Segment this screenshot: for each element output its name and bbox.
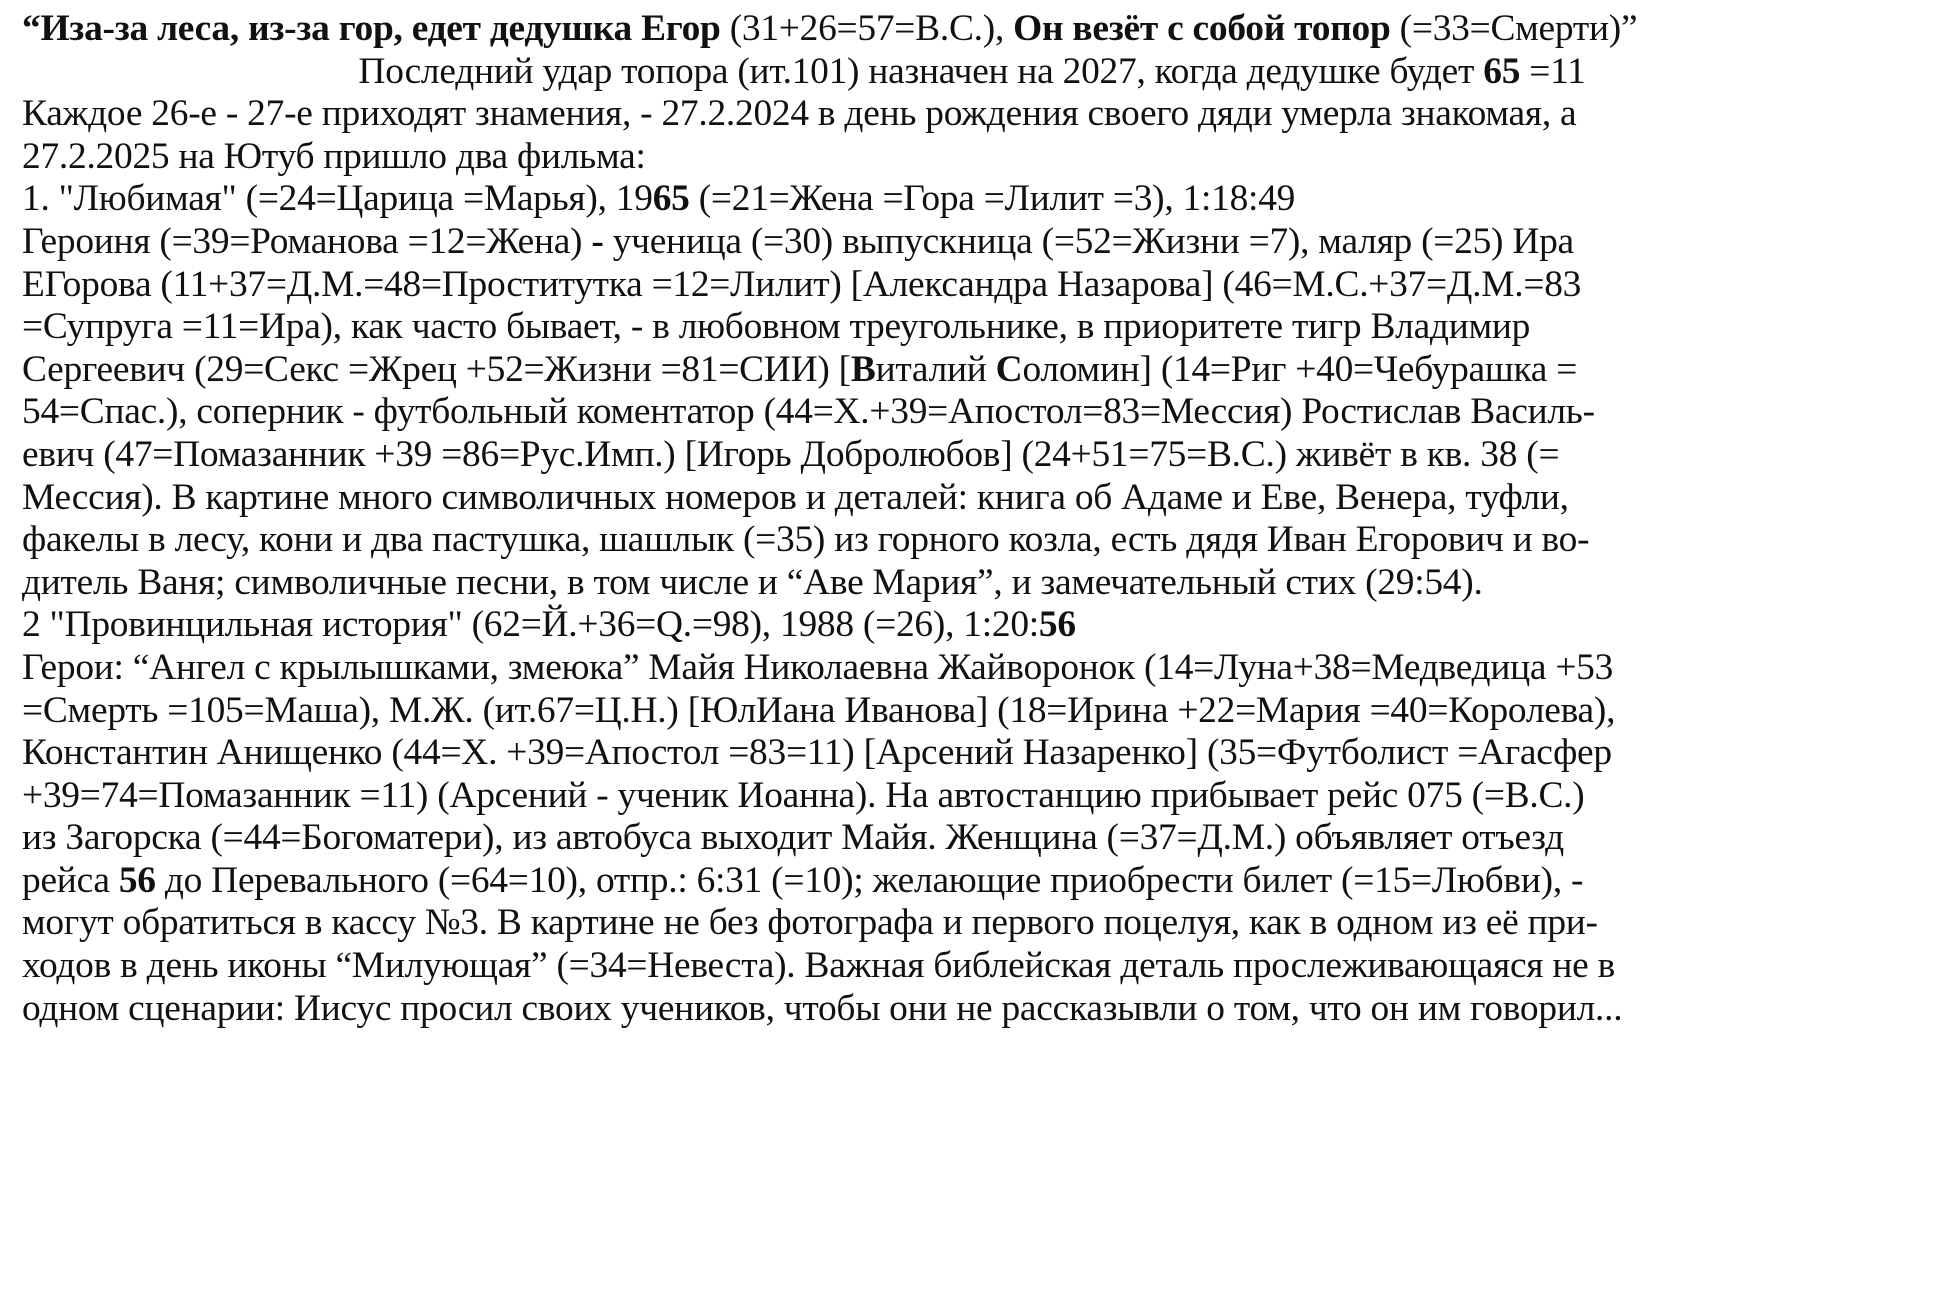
text-line <box>22 391 1922 434</box>
text-segment: факелы в лесу, кони и два пастушка, шашлык (=35) из горного козла, есть дядя Иван Егорович и во- <box>22 519 1590 561</box>
document-page <box>22 8 1927 1030</box>
text-segment: =Супруга =11=Ира), как часто бывает, - в любовном треугольнике, в приоритете тигр Владимир <box>22 306 1531 348</box>
text-segment: Константин Анищенко (44=Х. +39=Апостол =83=11) [Арсений Назаренко] (35=Футболист =Агасфер <box>22 732 1612 774</box>
text-segment: =Смерть =105=Маша), М.Ж. (ит.67=Ц.Н.) [ЮлИана Иванова] (18=Ирина +22=Мария =40=Королева), <box>22 689 1616 731</box>
text-segment: до Перевального (=64=10), отпр.: 6:31 (=10); желающие приобрести билет (=15=Любви), - <box>155 859 1584 901</box>
text-segment: дитель Ваня; символичные песни, в том числе и “Аве Мария”, и замечательный стих (29:54). <box>22 561 1483 603</box>
text-line <box>22 860 1922 903</box>
text-line <box>22 690 1922 733</box>
text-segment: (=21=Жена =Гора =Лилит =3), 1:18:49 <box>689 178 1296 220</box>
text-segment: Мессия). В картине много символичных номеров и деталей: книга об Адаме и Еве, Венера, туфли, <box>22 476 1569 518</box>
bold-text-segment: В <box>850 348 876 390</box>
text-segment: одном сценарии: Иисус просил своих учеников, чтобы они не рассказывли о том, что он им говорил... <box>22 987 1623 1029</box>
text-line <box>22 306 1922 349</box>
text-segment: Каждое 26-е - 27-е приходят знамения, - 27.2.2024 в день рождения своего дяди умерла знакомая, а <box>22 93 1577 135</box>
text-segment: Последний удар топора (ит.101) назначен на 2027, когда дедушке будет <box>358 50 1484 92</box>
text-segment: оломин] (14=Риг +40=Чебурашка = <box>1022 348 1578 390</box>
bold-text-segment: С <box>995 348 1023 390</box>
text-segment: Герои: “Ангел с крылышками, змеюка” Майя Николаевна Жайворонок (14=Луна+38=Медведица +53 <box>22 646 1614 688</box>
text-line <box>22 988 1922 1031</box>
text-line <box>22 221 1922 264</box>
bold-text-segment: 65 <box>652 178 690 220</box>
text-line <box>22 349 1922 392</box>
text-line <box>22 264 1922 307</box>
bold-text-segment: 65 <box>1483 50 1521 92</box>
bold-text-segment: “Иза-за леса, из-за гор, едет дедушка Егор <box>22 8 721 49</box>
text-segment: италий <box>875 348 996 390</box>
subtitle-line <box>22 51 1922 94</box>
bold-text-segment: 56 <box>1038 604 1076 646</box>
text-line <box>22 604 1922 647</box>
text-segment: евич (47=Помазанник +39 =86=Рус.Имп.) [Игорь Добролюбов] (24+51=75=В.С.) живёт в кв. 38 (= <box>22 433 1560 475</box>
text-line <box>22 477 1922 520</box>
text-line <box>22 562 1922 605</box>
bold-text-segment: Он везёт с собой топор <box>1013 8 1391 49</box>
text-line <box>22 647 1922 690</box>
text-line <box>22 817 1922 860</box>
text-line <box>22 136 1922 179</box>
text-line <box>22 902 1922 945</box>
text-segment: ЕГорова (11+37=Д.М.=48=Проститутка =12=Лилит) [Александра Назарова] (46=М.С.+37=Д.М.=83 <box>22 263 1582 305</box>
text-segment: могут обратиться в кассу №3. В картине не без фотографа и первого поцелуя, как в одном из её при- <box>22 902 1598 944</box>
text-line <box>22 775 1922 818</box>
text-segment: =11 <box>1520 50 1586 92</box>
text-segment: 1. "Любимая" (=24=Царица =Марья), 19 <box>22 178 653 220</box>
text-segment: ученица (=30) выпускница (=52=Жизни =7), маляр (=25) Ира <box>603 220 1574 262</box>
text-segment: +39=74=Помазанник =11) (Арсений - ученик Иоанна). На автостанцию прибывает рейс 075 (=В.С.) <box>22 774 1585 816</box>
bold-text-segment: - <box>591 220 604 262</box>
text-segment: (=33=Смерти)” <box>1390 8 1638 49</box>
text-segment: Героиня (=39=Романова =12=Жена) <box>22 220 592 262</box>
text-segment: (31+26=57=В.С.), <box>720 8 1014 49</box>
text-segment: Сергеевич (29=Секс =Жрец +52=Жизни =81=СИИ) [ <box>22 348 851 390</box>
text-line <box>22 434 1922 477</box>
bold-text-segment: 56 <box>118 859 156 901</box>
text-line <box>22 519 1922 562</box>
text-segment: ходов в день иконы “Милующая” (=34=Невеста). Важная библейская деталь прослеживающаяся не в <box>22 945 1616 987</box>
text-segment: 54=Спас.), соперник - футбольный коментатор (44=Х.+39=Апостол=83=Мессия) Ростислав Василь- <box>22 391 1595 433</box>
text-segment: из Загорска (=44=Богоматери), из автобуса выходит Майя. Женщина (=37=Д.М.) объявляет отъезд <box>22 817 1564 859</box>
text-line <box>22 945 1922 988</box>
text-line <box>22 93 1922 136</box>
text-segment: 2 "Провинцильная история" (62=Й.+36=Q.=98), 1988 (=26), 1:20: <box>22 604 1039 646</box>
text-line <box>22 732 1922 775</box>
text-line <box>22 178 1922 221</box>
text-segment: рейса <box>22 859 119 901</box>
text-segment: 27.2.2025 на Ютуб пришло два фильма: <box>22 135 646 177</box>
poem-title-line <box>22 8 1922 51</box>
